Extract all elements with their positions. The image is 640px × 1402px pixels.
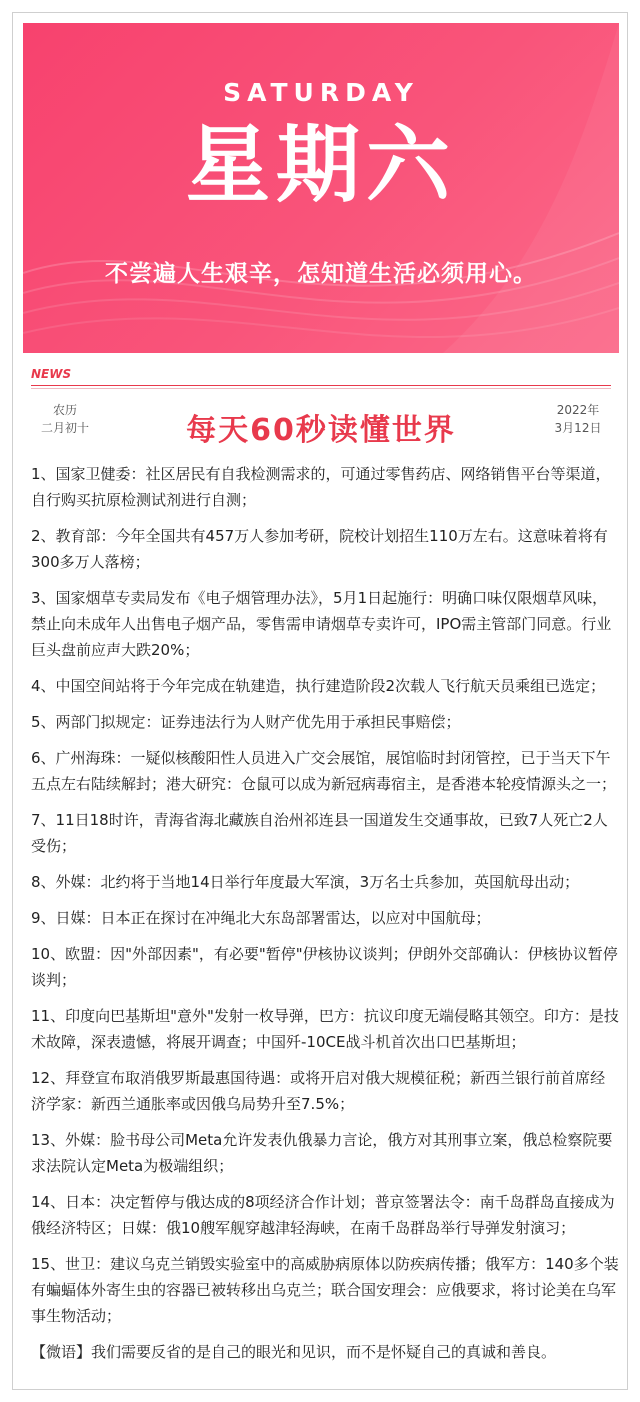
header-divider-light [31, 388, 611, 389]
news-item: 4、中国空间站将于今年完成在轨建造，执行建造阶段2次载人飞行航天员乘组已选定； [31, 677, 606, 695]
weekday-chinese: 星期六 [185, 116, 456, 214]
news-tag: NEWS [31, 367, 72, 381]
date-month-day: 3月12日 [554, 421, 602, 435]
lunar-date-block [31, 401, 99, 437]
news-item: 5、两部门拟规定：证券违法行为人财产优先用于承担民事赔偿； [31, 713, 461, 731]
news-item: 3、国家烟草专卖局发布《电子烟管理办法》，5月1日起施行：明确口味仅限烟草风味，禁止向未成年人出售电子烟产品，零售需申请烟草专卖许可，IPO需主管部门同意。行业巨头盘前应声大跌20%； [31, 589, 612, 659]
banner-slogan: 不尝遍人生艰辛，怎知道生活必须用心。 [105, 261, 537, 287]
news-item: 10、欧盟：因"外部因素"，有必要"暂停"伊核协议谈判；伊朗外交部确认：伊核协议暂停谈判； [31, 945, 618, 989]
lunar-label: 农历 [52, 403, 77, 417]
page-frame [12, 12, 628, 1390]
news-item: 8、外媒：北约将于当地14日举行年度最大军演，3万名士兵参加，英国航母出动； [31, 873, 580, 891]
news-item: 13、外媒：脸书母公司Meta允许发表仇俄暴力言论，俄方对其刑事立案，俄总检察院要求法院认定Meta为极端组织； [31, 1131, 613, 1175]
daily-quote: 【微语】我们需要反省的是自己的眼光和见识，而不是怀疑自己的真诚和善良。 [31, 1343, 557, 1361]
news-item: 2、教育部：今年全国共有457万人参加考研，院校计划招生110万左右。这意味着将有300多万人落榜； [31, 527, 608, 571]
news-item: 15、世卫：建议乌克兰销毁实验室中的高威胁病原体以防疾病传播；俄军方：140多个装有蝙蝠体外寄生虫的容器已被转移出乌克兰；联合国安理会：应俄要求，将讨论美在乌军事生物活动； [31, 1255, 619, 1325]
lunar-date: 二月初十 [40, 421, 89, 435]
header-divider [31, 385, 611, 386]
news-item: 12、拜登宣布取消俄罗斯最惠国待遇：或将开启对俄大规模征税；新西兰银行前首席经济学家：新西兰通胀率或因俄乌局势升至7.5%； [31, 1069, 606, 1113]
weekday-english: SATURDAY [223, 78, 419, 107]
news-item: 6、广州海珠：一疑似核酸阳性人员进入广交会展馆，展馆临时封闭管控，已于当天下午五点左右陆续解封；港大研究：仓鼠可以成为新冠病毒宿主，是香港本轮疫情源头之一； [31, 749, 617, 793]
page-title: 每天60秒读懂世界 [186, 413, 456, 448]
news-item: 9、日媒：日本正在探讨在冲绳北大东岛部署雷达，以应对中国航母； [31, 909, 491, 927]
news-item: 14、日本：决定暂停与俄达成的8项经济合作计划；普京签署法令：南千岛群岛直接成为俄经济特区；日媒：俄10艘军舰穿越津轻海峡，在南千岛群岛举行导弹发射演习； [31, 1193, 615, 1237]
news-item: 7、11日18时许，青海省海北藏族自治州祁连县一国道发生交通事故，已致7人死亡2人受伤； [31, 811, 608, 855]
date-year: 2022年 [556, 403, 600, 417]
news-list [31, 461, 619, 1365]
gregorian-date-block [543, 401, 613, 437]
header-banner [23, 23, 619, 353]
news-item: 1、国家卫健委：社区居民有自我检测需求的，可通过零售药店、网络销售平台等渠道，自行购买抗原检测试剂进行自测； [31, 465, 611, 509]
news-item: 11、印度向巴基斯坦"意外"发射一枚导弹，巴方：抗议印度无端侵略其领空。印方：是技术故障，深表遗憾，将展开调查；中国歼-10CE战斗机首次出口巴基斯坦； [31, 1007, 619, 1051]
